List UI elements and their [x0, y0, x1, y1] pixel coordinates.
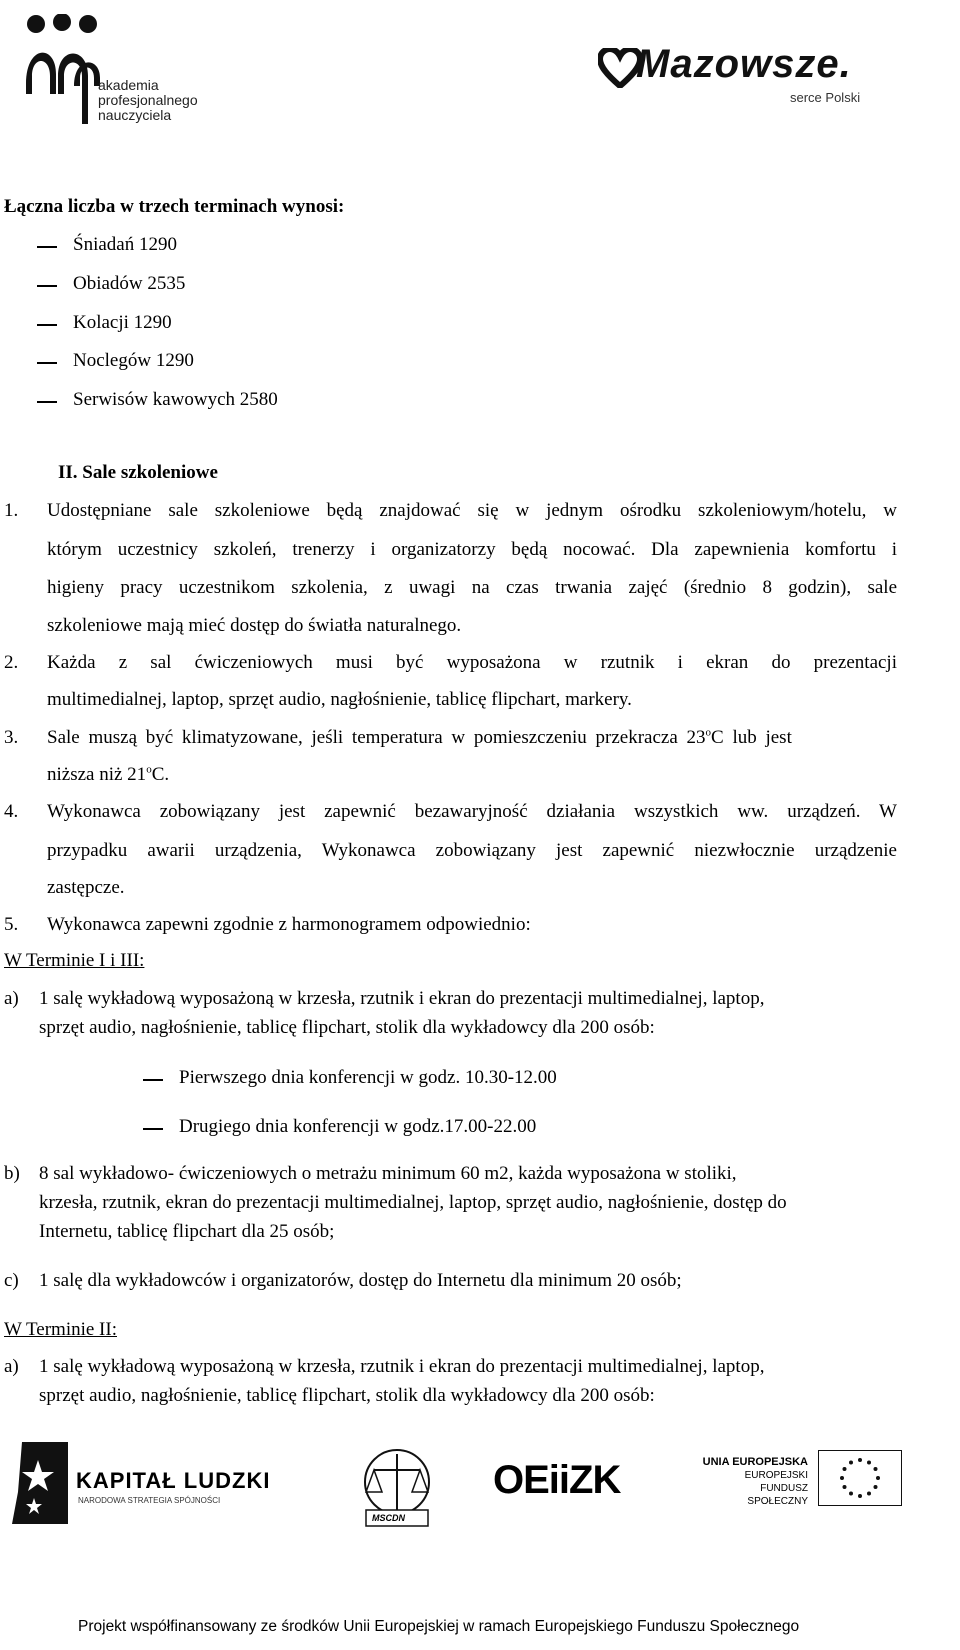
totals-item: Serwisów kawowych 2580 [73, 389, 278, 410]
totals-item: Noclegów 1290 [73, 350, 194, 371]
list-line: 8 sal wykładowo- ćwiczeniowych o metrażu minimum 60 m2, każda wyposażona w stoliki, [39, 1163, 737, 1184]
term-heading: W Terminie I i III: [4, 950, 145, 971]
paragraph-line: szkoleniowe mają mieć dostęp do światła naturalnego. [47, 615, 462, 636]
totals-item: Śniadań 1290 [73, 234, 177, 255]
apn-logo-line1: akademia [98, 77, 159, 93]
term-heading: W Terminie II: [4, 1319, 117, 1340]
totals-heading: Łączna liczba w trzech terminach wynosi: [4, 196, 345, 217]
kapital-ludzki-emblem [12, 1442, 68, 1524]
paragraph-line: multimedialnej, laptop, sprzęt audio, nagłośnienie, tablicę flipchart, markery. [47, 689, 632, 710]
apn-logo-line2: profesjonalnego [98, 92, 198, 108]
list-label: c) [4, 1270, 19, 1291]
degree-sup: o [146, 763, 152, 776]
degree-sup: o [705, 726, 712, 739]
ue-line3: FUNDUSZ SPOŁECZNY [747, 1483, 808, 1507]
paragraph-line [47, 764, 169, 786]
mscdn-label: MSCDN [372, 1513, 405, 1523]
list-label: a) [4, 988, 19, 1009]
oeiizk-logo: OEiiZK [493, 1458, 621, 1502]
list-line: 1 salę wykładową wyposażoną w krzesła, rzutnik i ekran do prezentacji multimedialnej, laptop, [39, 1356, 765, 1377]
paragraph-number: 3. [4, 727, 19, 748]
paragraph-line: higieny pracy uczestnikom szkolenia, z uwagi na czas trwania zajęć (średnio 8 godzin), sale [47, 577, 897, 598]
list-line: 1 salę dla wykładowców i organizatorów, dostęp do Internetu dla minimum 20 osób; [39, 1270, 682, 1291]
sub-item: Pierwszego dnia konferencji w godz. 10.30-12.00 [179, 1067, 557, 1088]
section-heading: II. Sale szkoleniowe [58, 462, 218, 483]
list-line: sprzęt audio, nagłośnienie, tablicę flipchart, stolik dla wykładowcy dla 200 osób: [39, 1017, 655, 1038]
paragraph-line: Wykonawca zapewni zgodnie z harmonogramem odpowiednio: [47, 914, 531, 935]
paragraph-number: 5. [4, 914, 19, 935]
list-line: Internetu, tablicę flipchart dla 25 osób; [39, 1221, 335, 1242]
totals-item: Obiadów 2535 [73, 273, 186, 294]
paragraph-line: którym uczestnicy szkoleń, trenerzy i organizatorzy będą nocować. Dla zapewnienia komfortu i [47, 539, 897, 560]
paragraph-line: przypadku awarii urządzenia, Wykonawca zobowiązany jest zapewnić niezwłocznie urządzenie [47, 840, 897, 861]
mazowsze-wordmark: Mazowsze. [636, 42, 852, 86]
paragraph-line: Udostępniane sale szkoleniowe będą znajdować się w jednym ośrodku szkoleniowym/hotelu, w [47, 500, 897, 521]
paragraph-line: zastępcze. [47, 877, 125, 898]
paragraph-number: 4. [4, 801, 19, 822]
paragraph-number: 1. [4, 500, 19, 521]
list-line: sprzęt audio, nagłośnienie, tablicę flipchart, stolik dla wykładowcy dla 200 osób: [39, 1385, 655, 1406]
totals-item: Kolacji 1290 [73, 312, 172, 333]
footer-logos [0, 1430, 960, 1650]
p3-text-d: C. [151, 764, 170, 785]
apn-logo [22, 14, 222, 134]
paragraph-line [47, 727, 897, 749]
sub-item: Drugiego dnia konferencji w godz.17.00-22.00 [179, 1116, 537, 1137]
kapital-ludzki-title: KAPITAŁ LUDZKI [76, 1468, 271, 1493]
ue-line1: UNIA EUROPEJSKA [702, 1456, 808, 1468]
list-label: b) [4, 1163, 20, 1184]
apn-logo-figures [22, 14, 102, 134]
p3-text-a: Sale muszą być klimatyzowane, jeśli temperatura w pomieszczeniu przekracza 23 [47, 727, 706, 748]
paragraph-number: 2. [4, 652, 19, 673]
apn-logo-line3: nauczyciela [98, 107, 172, 123]
eu-flag-icon [818, 1450, 902, 1506]
paragraph-line: Każda z sal ćwiczeniowych musi być wyposażona w rzutnik i ekran do prezentacji [47, 652, 897, 673]
paragraph-line: Wykonawca zobowiązany jest zapewnić bezawaryjność działania wszystkich ww. urządzeń. W [47, 801, 897, 822]
list-line: 1 salę wykładową wyposażoną w krzesła, rzutnik i ekran do prezentacji multimedialnej, laptop, [39, 988, 765, 1009]
p3-text-b: C lub jest [711, 727, 792, 748]
footer-caption: Projekt współfinansowany ze środków Unii Europejskiej w ramach Europejskiego Funduszu Społecznego [78, 1618, 800, 1635]
list-label: a) [4, 1356, 19, 1377]
mazowsze-logo [598, 40, 898, 110]
list-line: krzesła, rzutnik, ekran do prezentacji multimedialnej, laptop, sprzęt audio, nagłośnienie, dostęp do [39, 1192, 787, 1213]
p3-text-c: niższa niż 21 [47, 764, 147, 785]
mazowsze-tagline: serce Polski [790, 90, 861, 105]
ue-line2: EUROPEJSKI [744, 1470, 808, 1481]
kapital-ludzki-subtitle: NARODOWA STRATEGIA SPÓJNOŚCI [78, 1496, 221, 1505]
